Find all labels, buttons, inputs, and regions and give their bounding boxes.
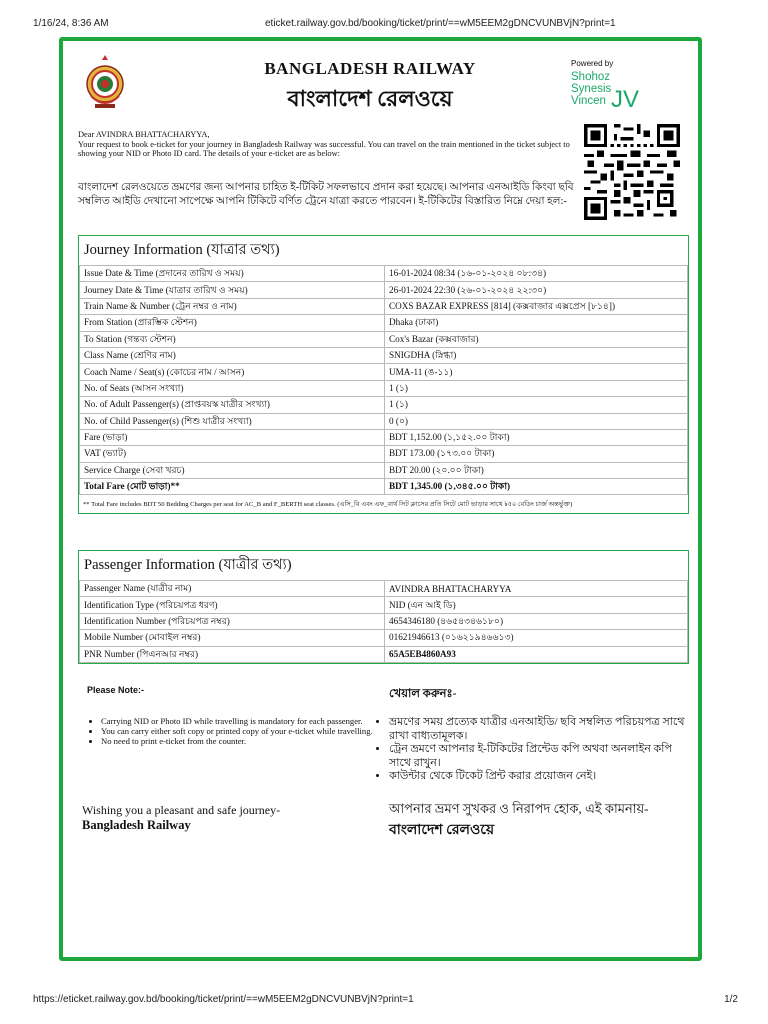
print-page-number: 1/2: [724, 994, 738, 1005]
table-row: [80, 630, 688, 646]
closing-org-bn: বাংলাদেশ রেলওয়ে: [389, 823, 495, 838]
partner-line-3: Vincen: [571, 95, 606, 107]
row-value: 4654346180 (৪৬৫৪৩৪৬১৮০): [385, 613, 688, 629]
notes-list-en: [87, 716, 379, 746]
print-url: eticket.railway.gov.bd/booking/ticket/print/==wM5EEM2gDNCVUNBVjN?print=1: [265, 18, 616, 29]
powered-by-label: Powered by: [571, 59, 614, 68]
row-value: BDT 1,152.00 (১,১৫২.০০ টাকা): [385, 429, 688, 445]
journey-info-box: [78, 235, 689, 514]
qr-code-icon: [584, 124, 680, 220]
table-row: [80, 613, 688, 629]
table-row: [80, 446, 688, 462]
print-footer: [33, 994, 738, 1008]
table-row: [80, 331, 688, 347]
row-value: 01621946613 (০১৬২১৯৪৬৬১৩): [385, 630, 688, 646]
table-row: [80, 597, 688, 613]
row-label: Journey Date & Time (যাত্রার তারিখ ও সময়): [80, 282, 385, 298]
note-item-bn: • কাউন্টার থেকে টিকেট প্রিন্ট করার প্রয়োজন নেই।: [389, 770, 689, 784]
row-label: Mobile Number (মোবাইল নম্বর): [80, 630, 385, 646]
table-row: [80, 282, 688, 298]
intro-text: [78, 130, 574, 159]
table-row: [80, 479, 688, 495]
table-row: [80, 646, 688, 662]
intro-text-bn: বাংলাদেশ রেলওয়েতে ভ্রমণের জন্য আপনার চাহিত ই-টিকিট সফলভাবে প্রদান করা হয়েছে। আপনার এনআইডি কিংবা ছবি সম্বলিত আইডি দেখানো সাপেক্ষে আপনি টিকিটে বর্ণিত ট্রেনে যাত্রা করতে পারবেন। ই-টিকিটের বিস্তারিত নিম্নে দেয়া হল:-: [78, 182, 574, 207]
row-label: PNR Number (পিএনআর নম্বর): [80, 646, 385, 662]
row-value: BDT 173.00 (১৭৩.০০ টাকা): [385, 446, 688, 462]
row-label: Identification Type (পরিচয়পত্র ধরণ): [80, 597, 385, 613]
row-label: Total Fare (মোট ভাড়া)**: [80, 479, 385, 495]
please-note-title: Please Note:-: [87, 685, 145, 695]
table-row: [80, 315, 688, 331]
row-value: BDT 20.00 (২০.০০ টাকা): [385, 462, 688, 478]
passenger-info-table: [79, 580, 688, 663]
row-label: To Station (গন্তব্য স্টেশন): [80, 331, 385, 347]
table-row: [80, 429, 688, 445]
row-label: No. of Adult Passenger(s) (প্রাপ্তবয়স্ক যাত্রীর সংখ্যা): [80, 397, 385, 413]
row-value: 26-01-2024 22:30 (২৬-০১-২০২৪ ২২:৩০): [385, 282, 688, 298]
passenger-info-title: Passenger Information (যাত্রীর তথ্য): [84, 557, 292, 573]
please-note-title-bn: খেয়াল করুনঃ-: [389, 688, 457, 700]
note-item: • Carrying NID or Photo ID while travelling is mandatory for each passenger.: [101, 716, 379, 726]
row-label: Service Charge (সেবা খরচ): [80, 462, 385, 478]
journey-info-table: [79, 265, 688, 495]
closing-wish-en: Wishing you a pleasant and safe journey-: [82, 803, 281, 817]
row-value: AVINDRA BHATTACHARYYA: [385, 581, 688, 597]
row-value: BDT 1,345.00 (১,৩৪৫.০০ টাকা): [385, 479, 688, 495]
row-value: 1 (১): [385, 397, 688, 413]
row-value: SNIGDHA (স্নিগ্ধা): [385, 347, 688, 363]
print-datetime: 1/16/24, 8:36 AM: [33, 18, 109, 29]
header-title-bn: বাংলাদেশ রেলওয়ে: [287, 86, 453, 111]
table-row: [80, 347, 688, 363]
print-header: [33, 18, 738, 32]
partner-line-2: Synesis: [571, 83, 612, 95]
greeting: Dear AVINDRA BHATTACHARYYA,: [78, 130, 210, 139]
header-title-en: BANGLADESH RAILWAY: [264, 59, 476, 78]
print-footer-url: https://eticket.railway.gov.bd/booking/ticket/print/==wM5EEM2gDNCVUNBVjN?print=1: [33, 994, 414, 1005]
total-fare-footnote: ** Total Fare includes BDT 50 Bedding Charges per seat for AC_B and F_BERTH seat classes. (এসি_বি এবং এফ_বার্থ সিট ক্লাসের প্রতি সিটে মোট ভাড়ার সাথে ৳৫০ বেডিং চার্জ অন্তর্ভুক্ত): [83, 501, 573, 509]
row-label: Train Name & Number (ট্রেন নম্বর ও নাম): [80, 298, 385, 314]
closing-wish-bn: আপনার ভ্রমণ সুখকর ও নিরাপদ হোক, এই কামনায়-: [389, 801, 649, 816]
table-row: [80, 364, 688, 380]
table-row: [80, 581, 688, 597]
row-value: 1 (১): [385, 380, 688, 396]
row-label: Fare (ভাড়া): [80, 429, 385, 445]
row-label: From Station (প্রারম্ভিক স্টেশন): [80, 315, 385, 331]
row-label: No. of Child Passenger(s) (শিশু যাত্রীর সংখ্যা): [80, 413, 385, 429]
table-row: [80, 298, 688, 314]
row-value: COXS BAZAR EXPRESS [814] (কক্সবাজার এক্সপ্রেস [৮১৪]): [385, 298, 688, 314]
note-item: • You can carry either soft copy or printed copy of your e-ticket while travelling.: [101, 726, 379, 736]
partner-jv: JV: [611, 86, 640, 113]
note-item: • No need to print e-ticket from the counter.: [101, 736, 379, 746]
intro-text-en: Your request to book e-ticket for your journey in Bangladesh Railway was successful. You can travel on the train mentioned in the ticket subject to showing your NID or Photo ID card. The details of your e-ticket are as below:: [78, 139, 570, 158]
row-label: VAT (ভ্যাট): [80, 446, 385, 462]
row-value: 65A5EB4860A93: [385, 646, 688, 662]
row-value: UMA-11 (ঙ-১১): [385, 364, 688, 380]
journey-info-title: Journey Information (যাত্রার তথ্য): [84, 242, 280, 258]
note-item-bn: • ট্রেন ভ্রমণে আপনার ই-টিকিটের প্রিন্টেড কপি অথবা অনলাইন কপি সাথে রাখুন।: [389, 743, 689, 770]
row-value: NID (এন আই ডি): [385, 597, 688, 613]
table-row: [80, 266, 688, 282]
row-label: No. of Seats (আসন সংখ্যা): [80, 380, 385, 396]
row-label: Class Name (শ্রেণির নাম): [80, 347, 385, 363]
partner-line-1: Shohoz: [571, 71, 611, 83]
row-label: Issue Date & Time (প্রদানের তারিখ ও সময়): [80, 266, 385, 282]
table-row: [80, 397, 688, 413]
row-value: Cox's Bazar (কক্সবাজার): [385, 331, 688, 347]
notes-list-bn: [377, 716, 689, 784]
row-label: Passenger Name (যাত্রীর নাম): [80, 581, 385, 597]
note-item-bn: • ভ্রমণের সময় প্রত্যেক যাত্রীর এনআইডি/ ছবি সম্বলিত পরিচয়পত্র সাথে রাখা বাধ্যতামূলক।: [389, 716, 689, 743]
table-row: [80, 462, 688, 478]
row-label: Identification Number (পরিচয়পত্র নম্বর): [80, 613, 385, 629]
row-label: Coach Name / Seat(s) (কোচের নাম / আসন): [80, 364, 385, 380]
table-row: [80, 413, 688, 429]
row-value: 16-01-2024 08:34 (১৬-০১-২০২৪ ০৮:৩৪): [385, 266, 688, 282]
row-value: 0 (০): [385, 413, 688, 429]
closing-org-en: Bangladesh Railway: [82, 818, 191, 832]
passenger-info-box: [78, 550, 689, 664]
table-row: [80, 380, 688, 396]
row-value: Dhaka (ঢাকা): [385, 315, 688, 331]
